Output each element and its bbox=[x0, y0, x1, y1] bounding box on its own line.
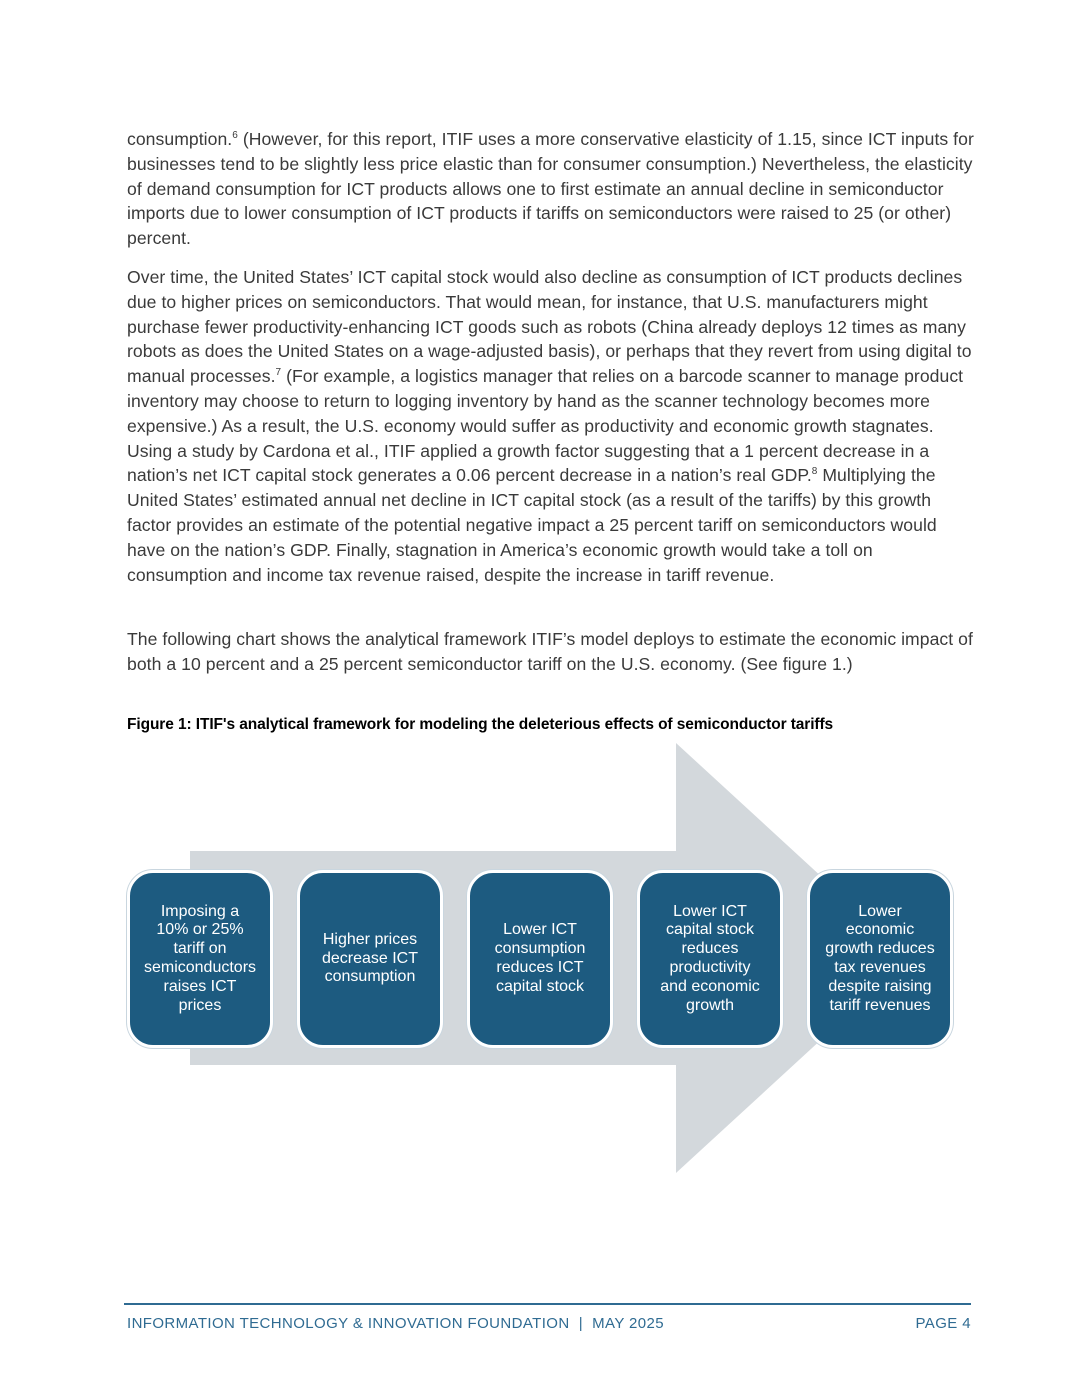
paragraph-2-text-c: Multiplying the United States’ estimated annual net decline in ICT capital stock (as a result of the tariffs) by this growth factor provides an estimate of the potential negative impact a 25 percent tariff on semiconductors would have on the nation’s GDP. Finally, stagnation in America’s economic growth would take a toll on consumption and income tax revenue raised, despite the increase in tariff revenue. bbox=[127, 465, 937, 585]
flow-step-2-line: consumption bbox=[324, 968, 416, 986]
flow-step-2 bbox=[297, 870, 443, 1048]
paragraph-2-text-a: Over time, the United States’ ICT capital stock would also decline as consumption of ICT products declines due to higher prices on semiconductors. That would mean, for instance, that U.S. manufacturers might purchase fewer productivity-enhancing ICT goods such as robots (China already deploys 12 times as many robots as does the United States on a wage-adjusted basis), or perhaps that they revert from using digital to manual processes. bbox=[127, 267, 972, 387]
flow-step-4-line: and economic bbox=[660, 977, 760, 995]
page-number: PAGE 4 bbox=[915, 1315, 971, 1332]
flow-step-5-line: despite raising bbox=[828, 977, 932, 995]
flow-step-1-line: 10% or 25% bbox=[156, 921, 244, 939]
flow-step-5 bbox=[807, 870, 953, 1048]
flow-step-5-line: tariff revenues bbox=[829, 996, 931, 1014]
flow-step-1-line: semiconductors bbox=[143, 959, 257, 976]
flow-step-2-line: Higher prices bbox=[322, 930, 418, 948]
footer-divider bbox=[124, 1303, 971, 1305]
flow-step-5-line: economic bbox=[845, 921, 915, 939]
flow-step-1-text bbox=[144, 903, 256, 1016]
flow-step-3-line: Lower ICT bbox=[503, 921, 577, 939]
flow-step-4-line: reduces bbox=[681, 940, 739, 958]
flow-step-1 bbox=[127, 870, 273, 1048]
flow-step-4-line: growth bbox=[685, 996, 735, 1014]
flow-step-4-text bbox=[660, 903, 760, 1016]
flow-step-1-line: prices bbox=[178, 996, 222, 1014]
flow-step-5-line: growth reduces bbox=[825, 940, 935, 958]
flow-step-3-line: capital stock bbox=[495, 977, 585, 995]
paragraph-3-text: The following chart shows the analytical framework ITIF’s model deploys to estimate the economic impact of both a 10 percent and a 25 percent semiconductor tariff on the U.S. economy. (See figure 1.) bbox=[127, 629, 973, 674]
flow-step-2-line: decrease ICT bbox=[321, 949, 419, 967]
flow-step-3-line: reduces ICT bbox=[496, 959, 584, 976]
footnote-ref-8[interactable]: 8 bbox=[811, 466, 818, 478]
flow-step-2-text bbox=[322, 931, 418, 987]
paragraph-2-text-b: (For example, a logistics manager that relies on a barcode scanner to manage product inventory may choose to return to logging inventory by hand as the scanner technology becomes more expensive.) As a result, the U.S. economy would suffer as productivity and economic growth stagnates. Using a study by Cardona et al., ITIF applied a growth factor suggesting that a 1 percent decrease in a nation’s net ICT capital stock generates a 0.06 percent decrease in a nation’s real GDP. bbox=[127, 366, 964, 486]
footnote-ref-6[interactable]: 6 bbox=[232, 130, 238, 142]
flow-step-4 bbox=[637, 870, 783, 1048]
flow-step-3-text bbox=[495, 921, 586, 996]
flow-step-3-line: consumption bbox=[494, 940, 586, 958]
flow-step-4-line: Lower ICT bbox=[673, 902, 747, 920]
footer-organization-date: INFORMATION TECHNOLOGY & INNOVATION FOUNDATION | MAY 2025 bbox=[127, 1315, 665, 1332]
flow-step-3 bbox=[467, 870, 613, 1048]
flow-step-5-line: tax revenues bbox=[834, 959, 926, 976]
flow-step-4-line: productivity bbox=[669, 959, 751, 976]
flow-step-4-line: capital stock bbox=[665, 921, 755, 939]
flow-step-1-line: Imposing a bbox=[160, 902, 240, 920]
flow-step-5-line: Lower bbox=[858, 902, 902, 920]
footnote-ref-7[interactable]: 7 bbox=[275, 367, 282, 379]
flow-step-1-line: tariff on bbox=[173, 940, 227, 958]
flow-step-1-line: raises ICT bbox=[163, 977, 237, 995]
paragraph-1-text-a: consumption. bbox=[127, 129, 233, 149]
figure-title: Figure 1: ITIF's analytical framework for modeling the deleterious effects of semiconductor tariffs bbox=[127, 716, 834, 733]
flow-step-5-text bbox=[825, 903, 934, 1016]
paragraph-1-text-b: (However, for this report, ITIF uses a more conservative elasticity of 1.15, since ICT inputs for businesses tend to be slightly less price elastic than for consumer consumption.) Nevertheless, the elasticity of demand consumption for ICT products allows one to first estimate an annual decline in semiconductor imports due to lower consumption of ICT products if tariffs on semiconductors were raised to 25 (or other) percent. bbox=[127, 129, 974, 249]
